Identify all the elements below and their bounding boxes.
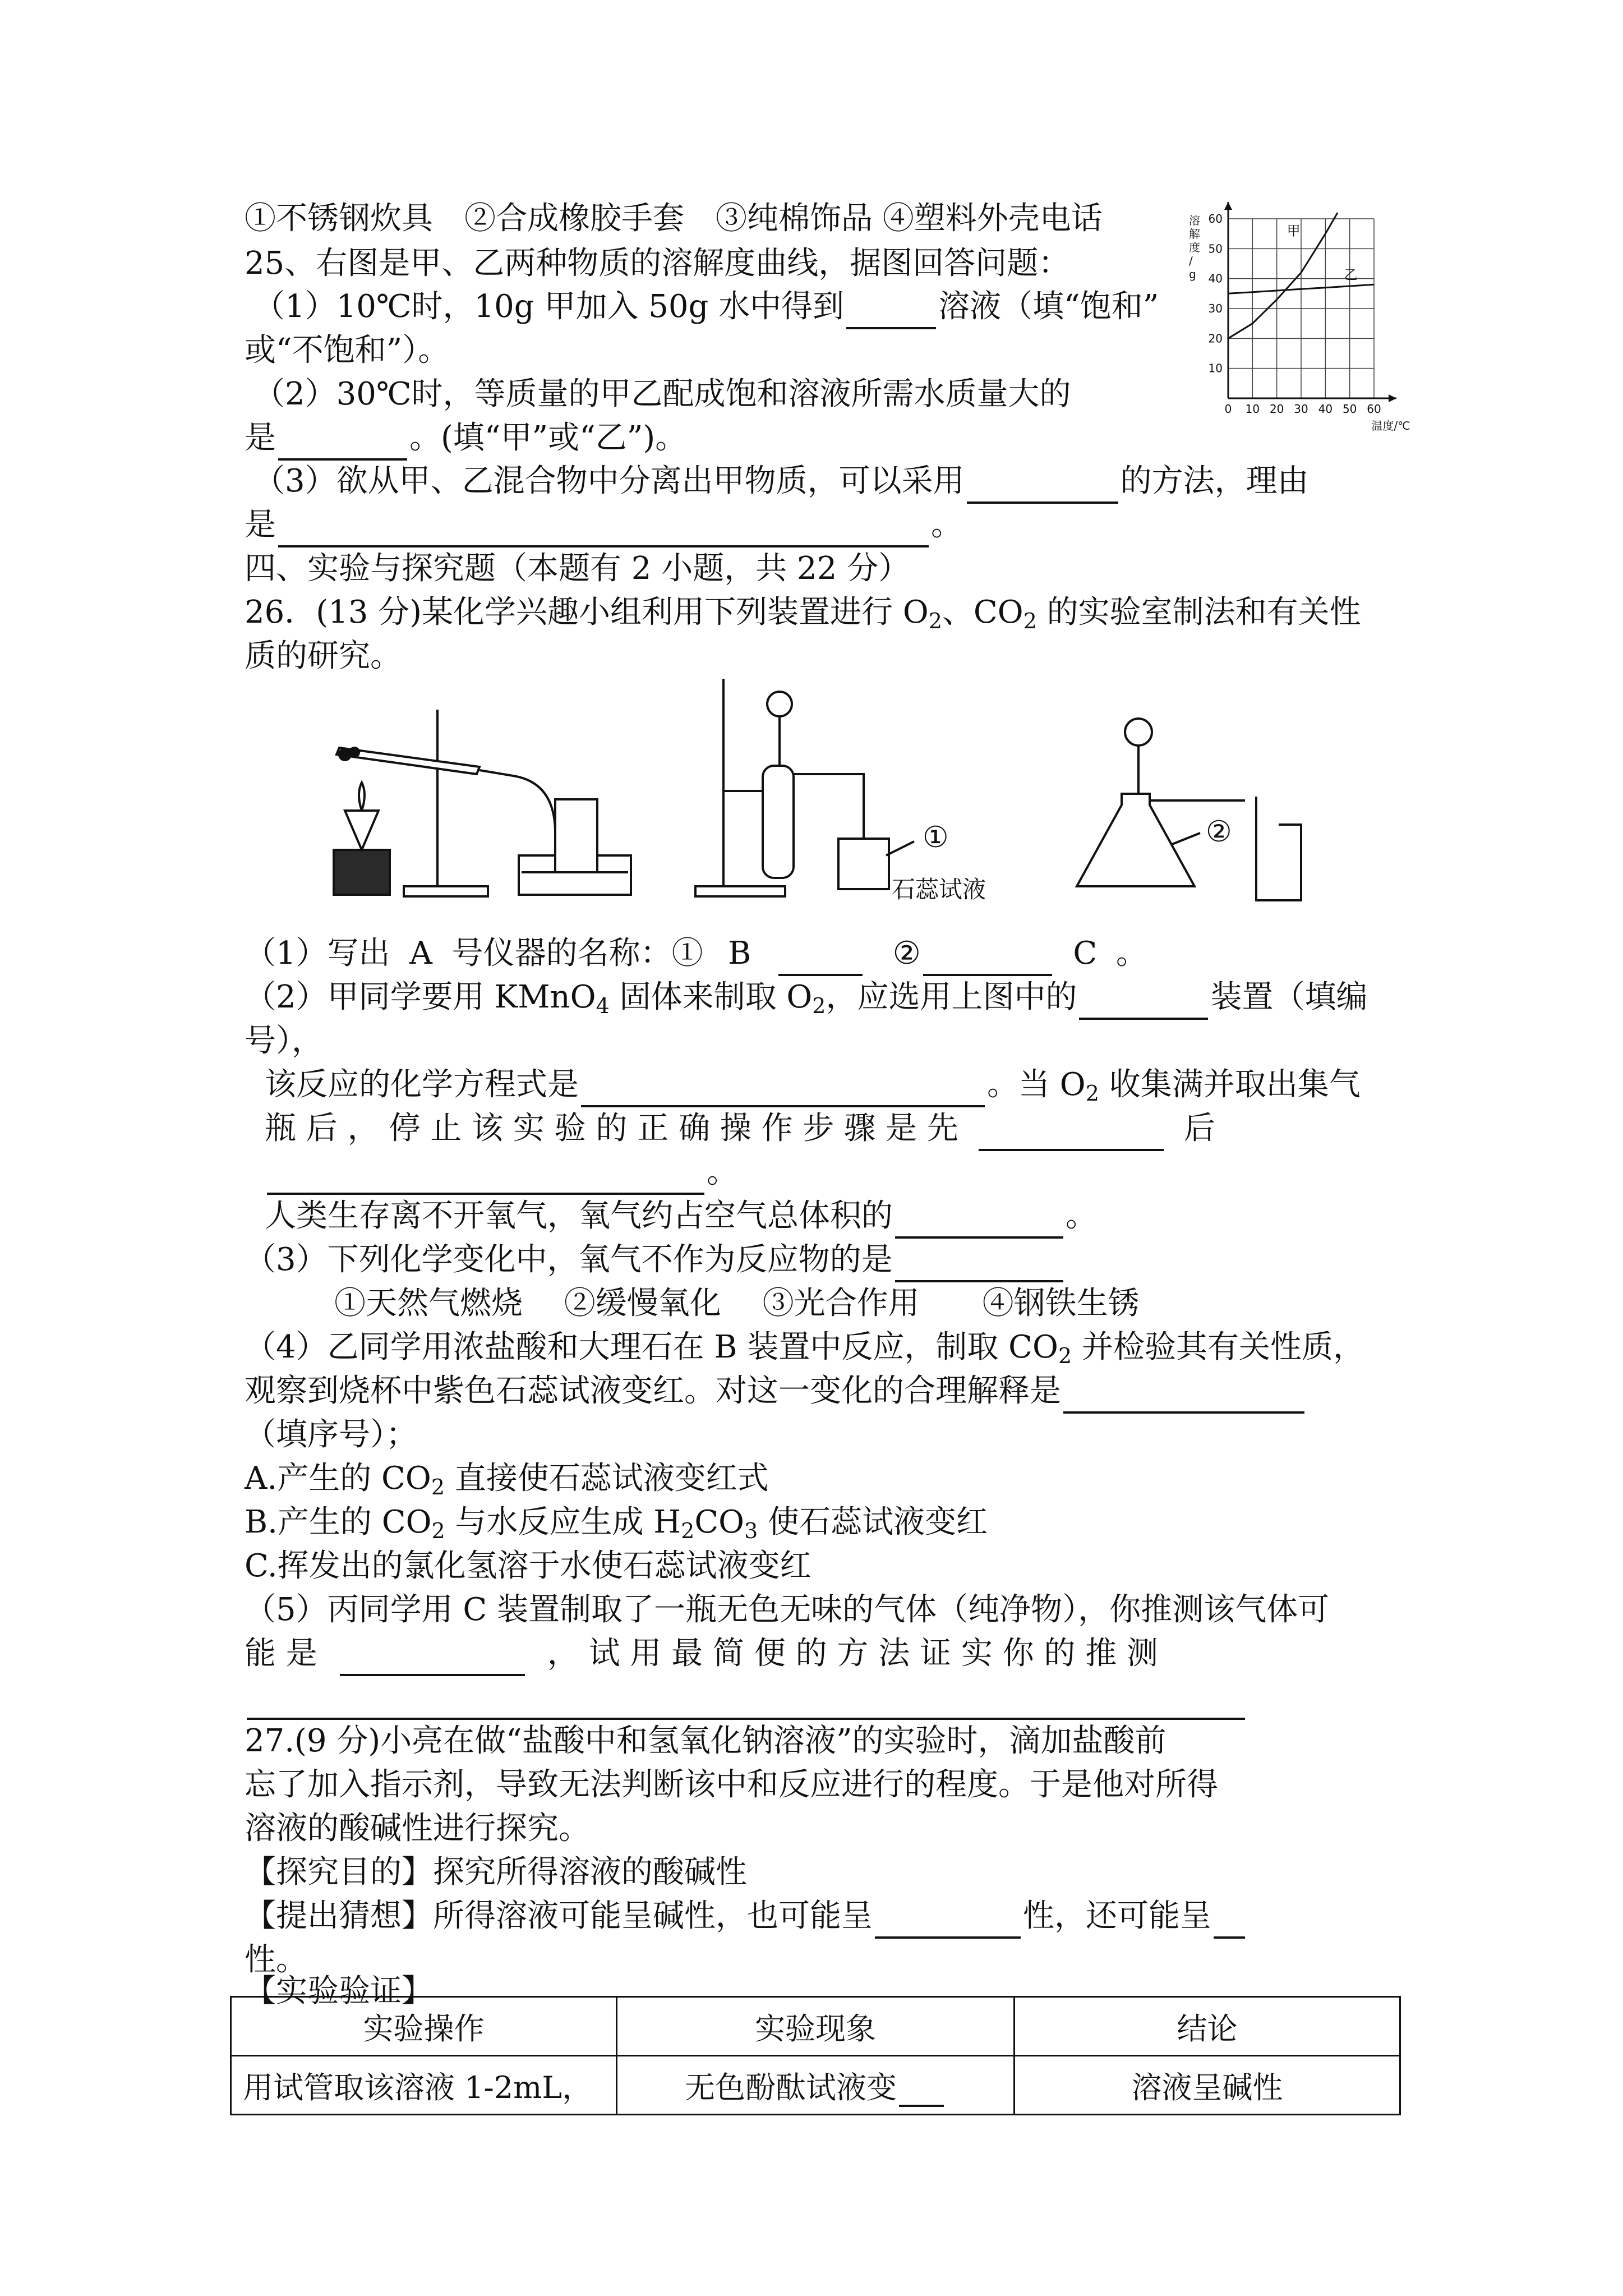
answer-blank[interactable] <box>581 1069 985 1107</box>
answer-blank[interactable] <box>923 938 1052 976</box>
x-tick-label: 0 <box>1224 402 1232 416</box>
q26-intro-b: 、CO <box>942 594 1023 631</box>
q26-s2-text: （2）甲同学要用 KMnO <box>245 979 596 1015</box>
stand-base <box>404 886 488 896</box>
option-a-text: A.产生的 CO <box>245 1460 431 1497</box>
table-header: 实验现象 <box>617 1997 1015 2056</box>
q26-s2-text12: 。 <box>1066 1198 1097 1234</box>
x-tick-label: 60 <box>1367 402 1381 416</box>
q26-s5-text: 能 是 <box>245 1635 317 1672</box>
x-tick-label: 50 <box>1342 402 1357 416</box>
label-1: ① <box>923 821 949 854</box>
y-axis-arrow <box>1224 202 1232 210</box>
series-line <box>1228 213 1338 338</box>
q26-part3 <box>245 1237 1066 1282</box>
answer-blank[interactable] <box>247 1682 1245 1720</box>
q27-line2: 忘了加入指示剂，导致无法判断该中和反应进行的程度。于是他对所得 <box>245 1766 1218 1803</box>
q26-s3-text: （3）下列化学变化中，氧气不作为反应物的是 <box>245 1241 893 1278</box>
q26-s4-text3: 观察到烧杯中紫色石蕊试液变红。对这一变化的合理解释是 <box>245 1373 1061 1409</box>
q26-s2-text5: 该反应的化学方程式是 <box>265 1066 579 1103</box>
y-axis-label-char: / <box>1189 254 1193 268</box>
y-tick-label: 60 <box>1208 212 1223 226</box>
table-header: 实验操作 <box>231 1997 617 2056</box>
answer-blank[interactable] <box>967 466 1118 504</box>
long-neck-funnel <box>1125 719 1152 746</box>
x-tick-label: 10 <box>1245 402 1260 416</box>
tube-contents <box>339 749 351 760</box>
q26-s1-text2: 号仪器的名称：① <box>451 935 703 972</box>
answer-blank[interactable] <box>1063 1375 1304 1414</box>
q27-line3: 溶液的酸碱性进行探究。 <box>245 1810 590 1847</box>
q25-part1 <box>253 284 1159 329</box>
q26-part4-cont <box>245 1369 1307 1414</box>
q26-part4 <box>245 1325 1364 1370</box>
apparatus-b <box>695 679 914 896</box>
bottle-outline <box>1256 797 1301 900</box>
q26-s2-text11: 人类生存离不开氧气，氧气约占空气总体积的 <box>265 1198 893 1234</box>
q27-guess-text2: 性，还可能呈 <box>1023 1898 1211 1934</box>
table-cell: 用试管取该溶液 1-2mL， <box>231 2056 617 2115</box>
q26-s2-text6: 。当 O <box>987 1066 1086 1103</box>
q26-intro-c: 的实验室制法和有关性 <box>1036 594 1361 631</box>
alcohol-lamp <box>345 811 379 850</box>
q25-p3-text4: 。 <box>931 507 962 543</box>
flame-icon <box>359 783 365 811</box>
q26-part5-cont <box>245 1631 1158 1676</box>
q25-part1-cont: 或“不饱和”）。 <box>245 332 450 369</box>
q25-part2: （2）30℃时，等质量的甲乙配成饱和溶液所需水质量大的 <box>253 376 1071 412</box>
y-tick-label: 40 <box>1208 272 1223 286</box>
option-b-text3: CO <box>694 1504 745 1540</box>
q26-part2 <box>245 975 1367 1020</box>
q25-p1-text2: 溶液（填“饱和” <box>938 288 1159 325</box>
q26-s2-text4: 装置（填编 <box>1210 979 1368 1015</box>
q27-verify: 【实验验证】 <box>245 1973 433 2009</box>
y-axis-label-char: g <box>1189 268 1196 281</box>
q27-guess-text: 【提出猜想】所得溶液可能呈碱性，也可能呈 <box>245 1898 873 1934</box>
subscript: 2 <box>1085 1081 1099 1106</box>
q25-part2-cont <box>245 416 686 461</box>
y-axis-label <box>1189 214 1200 281</box>
q26-s1-text: （1）写出 <box>245 935 390 972</box>
q25-p1-text: （1）10℃时，10g 甲加入 50g 水中得到 <box>253 288 845 325</box>
section-heading: 四、实验与探究题（本题有 2 小题，共 22 分） <box>245 550 910 587</box>
y-tick-label: 20 <box>1208 332 1223 346</box>
y-axis-label-char: 度 <box>1189 241 1200 254</box>
heating-block <box>334 850 390 895</box>
q26-part4-note: （填序号）； <box>245 1416 417 1453</box>
q26-steps-line <box>265 1106 1215 1151</box>
apparatus-a <box>334 710 631 896</box>
q25-p3-text2: 的方法，理由 <box>1120 463 1309 499</box>
label-c: C <box>1073 935 1098 972</box>
answer-blank[interactable] <box>1214 1901 1245 1939</box>
q26-part5-answer <box>245 1675 1247 1720</box>
apparatus-c <box>1077 719 1245 886</box>
answer-blank[interactable] <box>278 509 929 547</box>
separatory-funnel <box>767 692 792 716</box>
y-axis-label-char: 解 <box>1189 227 1200 241</box>
y-axis-label-char: 溶 <box>1189 214 1200 227</box>
answer-blank[interactable] <box>846 291 936 329</box>
q26-intro <box>245 590 1361 635</box>
q26-equation-line <box>265 1062 1361 1107</box>
q26-intro-cont: 质的研究。 <box>245 638 402 674</box>
answer-blank[interactable] <box>278 422 407 461</box>
collecting-bottle-c <box>1245 791 1312 909</box>
option-c: C.挥发出的氯化氢溶于水使石蕊试液变红 <box>245 1548 811 1584</box>
collecting-bottle <box>555 799 597 872</box>
subscript: 2 <box>1058 1343 1072 1368</box>
x-tick-label: 20 <box>1269 402 1284 416</box>
chart-labels <box>1189 212 1410 432</box>
q26-oxygen-line <box>265 1194 1097 1239</box>
q26-s2-text9: 后 <box>1183 1110 1215 1147</box>
subscript: 2 <box>681 1519 695 1543</box>
results-table <box>230 1996 1401 2115</box>
q27-purpose: 【探究目的】探究所得溶液的酸碱性 <box>245 1854 747 1890</box>
q26-s2-text3: ，应选用上图中的 <box>826 979 1077 1015</box>
subscript: 2 <box>928 609 942 633</box>
table-header: 结论 <box>1014 1997 1400 2056</box>
y-tick-label: 30 <box>1208 302 1223 315</box>
series-label: 甲 <box>1287 223 1301 239</box>
q25-part3-cont <box>245 503 962 547</box>
table-cell <box>617 2056 1015 2115</box>
q26-intro-a: 26．(13 分)某化学兴趣小组利用下列装置进行 O <box>245 594 929 631</box>
q26-s2-text8: 瓶 后 ， 停 止 该 实 验 的 正 确 操 作 步 骤 是 先 <box>265 1110 958 1147</box>
q26-s2-text10: 。 <box>707 1154 738 1190</box>
y-tick-label: 50 <box>1208 242 1223 256</box>
table-row <box>231 2056 1400 2115</box>
answer-blank[interactable] <box>899 2073 944 2107</box>
option-b <box>245 1500 988 1545</box>
q26-part3-options: ①天然气燃烧 ②缓慢氧化 ③光合作用 ④钢铁生锈 <box>334 1285 1140 1322</box>
q26-steps-cont <box>265 1150 738 1195</box>
option-b-text: B.产生的 CO <box>245 1504 432 1540</box>
answer-blank[interactable] <box>778 938 863 976</box>
q26-s1-text3: ② <box>892 935 921 972</box>
q25-p2-text: 是 <box>245 420 276 456</box>
reagent-label: 石蕊试液 <box>892 876 986 903</box>
answer-blank[interactable] <box>1079 982 1208 1020</box>
q26-s2-text2: 固体来制取 O <box>609 979 813 1015</box>
answer-blank[interactable] <box>340 1638 525 1676</box>
subscript: 3 <box>744 1519 758 1543</box>
apparatus-figure <box>292 670 1245 906</box>
q25-part3 <box>253 459 1309 504</box>
items-list: ①不锈钢炊具 ②合成橡胶手套 ③纯棉饰品 ④塑料外壳电话 <box>245 200 1103 237</box>
answer-blank[interactable] <box>875 1901 1021 1939</box>
answer-blank[interactable] <box>895 1244 1063 1282</box>
q26-part1 <box>245 931 1147 976</box>
pointer-line <box>1172 833 1200 844</box>
option-a-text2: 直接使石蕊试液变红式 <box>445 1460 769 1497</box>
y-tick-label: 10 <box>1208 361 1223 375</box>
x-tick-label: 40 <box>1318 402 1333 416</box>
answer-blank[interactable] <box>979 1113 1164 1151</box>
x-axis-arrow <box>1389 394 1396 402</box>
q26-part2-cont: 号）， <box>245 1023 323 1059</box>
label-a: A <box>409 935 432 972</box>
q26-s2-text7: 收集满并取出集气 <box>1099 1066 1361 1103</box>
label-2: ② <box>1206 815 1232 849</box>
option-b-text2: 与水反应生成 H <box>445 1504 681 1540</box>
subscript: 2 <box>1023 609 1037 633</box>
option-b-text4: 使石蕊试液变红 <box>758 1504 988 1540</box>
subscript: 2 <box>431 1519 445 1543</box>
x-tick-label: 30 <box>1294 402 1308 416</box>
beaker <box>838 839 889 889</box>
q27-line1: 27.(9 分)小亮在做“盐酸中和氢氧化钠溶液”的实验时，滴加盐酸前 <box>245 1723 1166 1759</box>
subscript: 2 <box>812 993 826 1018</box>
answer-blank[interactable] <box>267 1157 704 1195</box>
table-cell-text: 无色酚酞试液变 <box>684 2069 897 2105</box>
q26-s4-text: （4）乙同学用浓盐酸和大理石在 B 装置中反应，制取 CO <box>245 1329 1058 1365</box>
chart-grid <box>1228 219 1374 398</box>
x-axis-label: 温度/℃ <box>1371 419 1410 432</box>
tube-contents <box>350 748 359 757</box>
q26-s5-text2: ， 试 用 最 简 便 的 方 法 证 实 你 的 推 测 <box>547 1635 1159 1672</box>
q25-title: 25、右图是甲、乙两种物质的溶解度曲线，据图回答问题： <box>245 245 1070 282</box>
stand-base <box>695 886 785 896</box>
answer-blank[interactable] <box>895 1200 1063 1239</box>
q26-s1-text4: 。 <box>1115 935 1147 972</box>
table-header-row <box>231 1997 1400 2056</box>
label-b: B <box>728 935 751 972</box>
conical-flask <box>1077 794 1195 886</box>
q27-guess-cont: 性。 <box>245 1941 307 1978</box>
subscript: 4 <box>596 993 610 1018</box>
q25-p2-text2: 。(填“甲”或“乙”)。 <box>409 420 687 456</box>
subscript: 2 <box>431 1475 445 1499</box>
q26-part5: （5）丙同学用 C 装置制取了一瓶无色无味的气体（纯净物），你推测该气体可 <box>245 1591 1330 1628</box>
pointer-line <box>886 841 914 855</box>
q25-p3-text3: 是 <box>245 507 276 543</box>
series-label: 乙 <box>1344 267 1358 283</box>
q26-s4-text2: 并检验其有关性质， <box>1072 1329 1364 1365</box>
table-cell: 溶液呈碱性 <box>1014 2056 1400 2115</box>
chart-axes <box>1224 202 1396 402</box>
option-a <box>245 1456 769 1501</box>
q27-guess <box>245 1894 1247 1939</box>
test-tube-b <box>763 766 794 878</box>
q25-p3-text: （3）欲从甲、乙混合物中分离出甲物质，可以采用 <box>253 463 965 499</box>
solubility-chart <box>1172 185 1430 443</box>
